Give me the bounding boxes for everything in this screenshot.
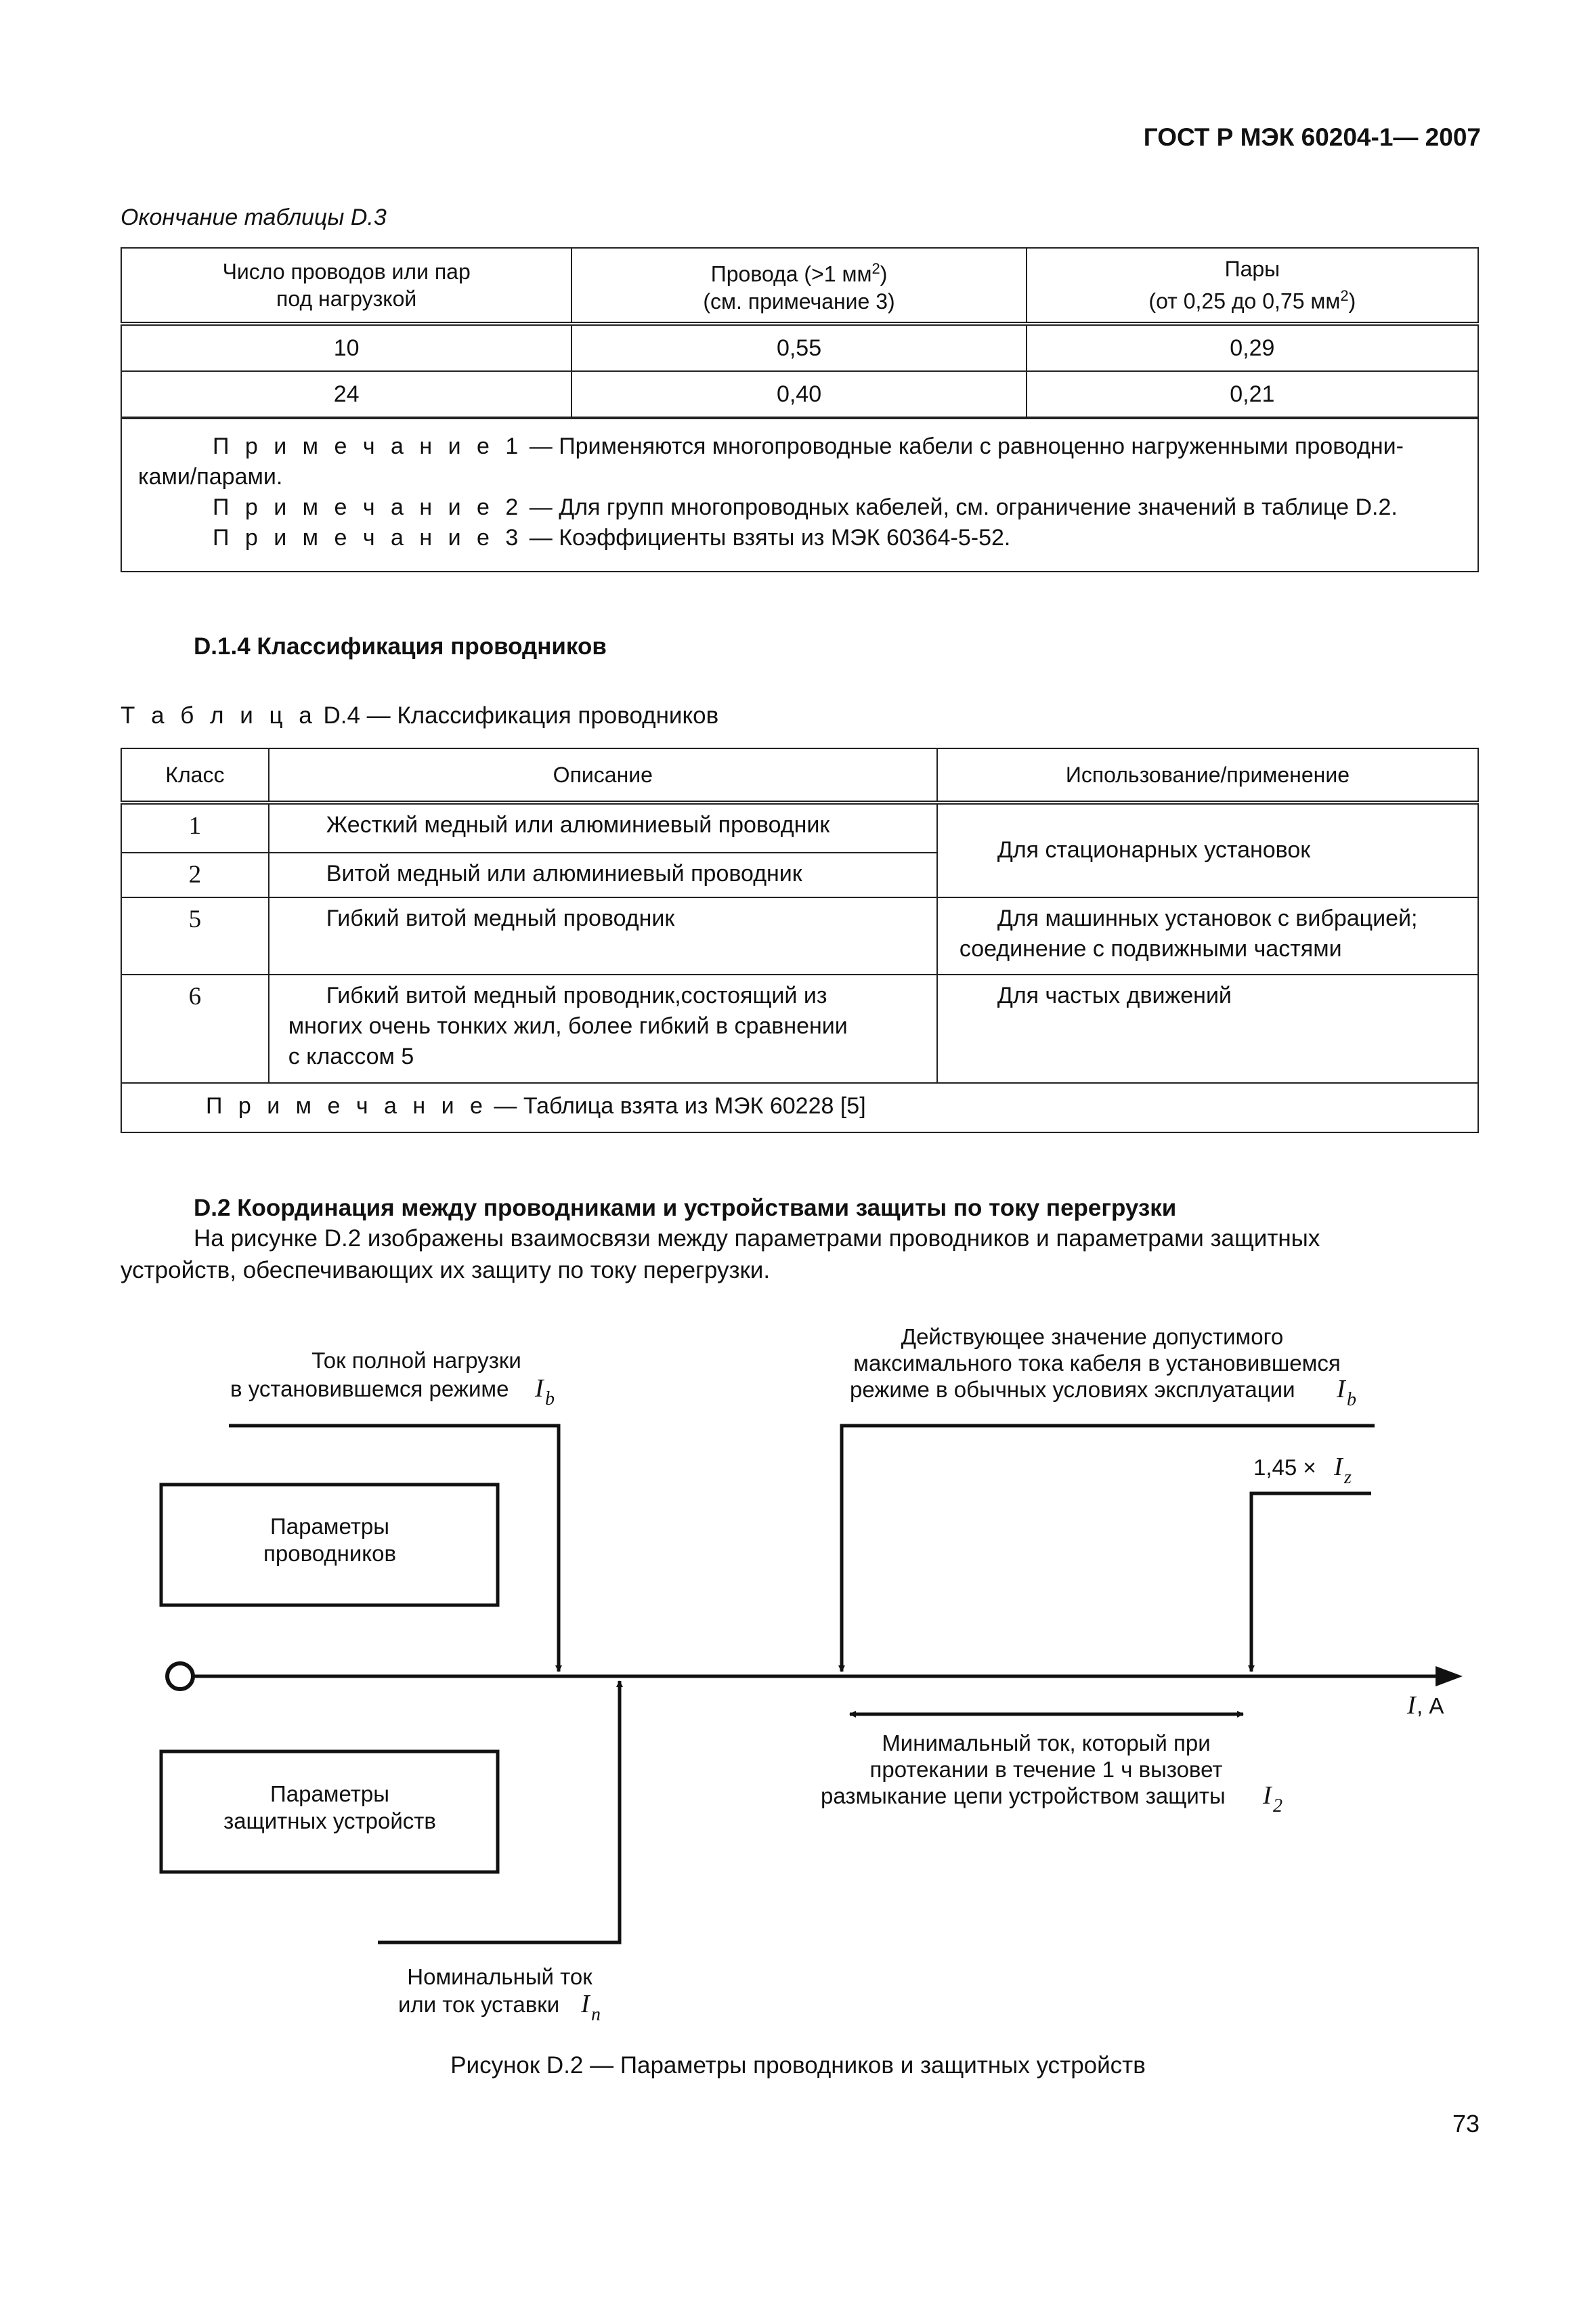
axis-unit: , А	[1417, 1693, 1444, 1718]
class-cell: 1	[121, 803, 269, 853]
figure-d2-diagram	[0, 1307, 1596, 2039]
note-label: П р и м е ч а н и е 1	[213, 433, 523, 459]
iz-subscript: b	[1347, 1389, 1356, 1410]
description-cell	[269, 803, 937, 853]
table-d3-caption: Окончание таблицы D.3	[121, 205, 387, 230]
i2-label: протекании в течение 1 ч вызовет	[869, 1757, 1223, 1782]
note-cell	[121, 1083, 1478, 1132]
description-cell	[269, 975, 937, 1083]
table-cell: 0,29	[1027, 324, 1478, 371]
class-cell: 2	[121, 853, 269, 897]
note-1	[138, 431, 1457, 462]
table-row	[121, 897, 1478, 975]
iz-label: Действующее значение допустимого	[901, 1324, 1284, 1349]
table-note-row	[121, 1083, 1478, 1132]
i2-subscript: 2	[1273, 1795, 1282, 1816]
note-text: — Для групп многопроводных кабелей, см. ограничение значений в таблице D.2.	[523, 494, 1398, 520]
note-text: — Коэффициенты взяты из МЭК 60364-5-52.	[523, 525, 1011, 551]
table-cell: 10	[121, 324, 571, 371]
table-d4	[121, 748, 1479, 1133]
note-label: П р и м е ч а н и е 2	[213, 494, 523, 520]
document-header: ГОСТ Р МЭК 60204-1— 2007	[1143, 123, 1481, 151]
table-row	[121, 975, 1478, 1083]
header-text: Пары	[1224, 257, 1280, 282]
section-d2-paragraph	[121, 1222, 1479, 1286]
in-subscript: n	[591, 2004, 601, 2025]
table-cell: 0,55	[571, 324, 1026, 371]
table-row	[121, 324, 1478, 371]
page-number: 73	[1452, 2110, 1480, 2137]
box-label: Параметры	[270, 1514, 389, 1539]
table-cell: 0,40	[571, 371, 1026, 418]
k-iz-arrow	[1251, 1493, 1371, 1672]
header-text: (от 0,25 до 0,75 мм	[1148, 289, 1341, 314]
axis-symbol: I	[1407, 1691, 1416, 1720]
header-cell	[1027, 248, 1478, 324]
axis-origin-circle	[167, 1663, 193, 1689]
in-label: Номинальный ток	[407, 1964, 592, 1989]
table-row	[121, 803, 1478, 853]
note-1-continued: ками/парами.	[138, 464, 283, 490]
paragraph-line: На рисунке D.2 изображены взаимосвязи между параметрами проводников и параметрами защитных	[194, 1225, 1320, 1252]
description-text: Жесткий медный или алюминиевый проводник	[326, 812, 830, 838]
table-cell: 24	[121, 371, 571, 418]
note-label: П р и м е ч а н и е	[206, 1093, 488, 1119]
table-d3	[121, 247, 1479, 572]
in-symbol: I	[581, 1990, 590, 2018]
usage-cell	[937, 897, 1478, 975]
usage-text: Для частых движений	[997, 983, 1232, 1008]
class-cell: 6	[121, 975, 269, 1083]
i2-label: размыкание цепи устройством защиты	[821, 1783, 1226, 1808]
k-subscript: z	[1344, 1467, 1352, 1488]
header-text: (см. примечание 3)	[703, 289, 895, 314]
note-2	[138, 492, 1457, 523]
table-title-text: D.4 — Классификация проводников	[316, 702, 719, 729]
description-cell	[269, 853, 937, 897]
section-title-d2: D.2 Координация между проводниками и устройствами защиты по току перегрузки	[194, 1195, 1177, 1221]
header-text: Провода (>1 мм	[710, 261, 872, 286]
table-row	[121, 371, 1478, 418]
section-title-d14: D.1.4 Классификация проводников	[194, 633, 607, 660]
note-text: — Таблица взята из МЭК 60228 [5]	[487, 1093, 866, 1119]
figure-caption: Рисунок D.2 — Параметры проводников и защитных устройств	[450, 2052, 1146, 2079]
table-header-row	[121, 748, 1478, 803]
superscript: 2	[871, 260, 880, 278]
note-3	[138, 523, 1457, 553]
header-cell: Использование/применение	[937, 748, 1478, 803]
usage-cell: Для стационарных установок	[937, 803, 1478, 897]
iz-label: максимального тока кабеля в установившемся	[853, 1350, 1341, 1376]
header-cell: Класс	[121, 748, 269, 803]
table-label: Т а б л и ц а	[121, 702, 317, 729]
ib-subscript: b	[545, 1388, 555, 1409]
table-d4-title	[121, 702, 718, 729]
notes-cell	[121, 418, 1478, 572]
header-text: Число проводов или пар	[222, 259, 471, 284]
description-text: Гибкий витой медный проводник	[326, 906, 675, 931]
axis-arrowhead	[1436, 1666, 1463, 1686]
box-label: Параметры	[270, 1781, 389, 1806]
header-cell: Описание	[269, 748, 937, 803]
description-cell	[269, 897, 937, 975]
iz-label: режиме в обычных условиях эксплуатации	[850, 1377, 1295, 1402]
header-cell	[121, 248, 571, 324]
iz-symbol: I	[1337, 1375, 1345, 1403]
k-symbol: I	[1334, 1453, 1343, 1481]
header-text: )	[880, 261, 888, 286]
superscript: 2	[1340, 287, 1349, 305]
i2-label: Минимальный ток, который при	[882, 1730, 1211, 1756]
note-text: — Применяются многопроводные кабели с равноценно нагруженными проводни-	[523, 433, 1404, 459]
in-label: или ток уставки	[398, 1992, 560, 2017]
header-cell	[571, 248, 1026, 324]
usage-text: соединение с подвижными частями	[959, 936, 1342, 962]
description-text: Гибкий витой медный проводник,состоящий из	[326, 983, 827, 1008]
paragraph-line: устройств, обеспечивающих их защиту по току перегрузки.	[121, 1257, 771, 1283]
description-text: с классом 5	[288, 1044, 414, 1069]
header-text: )	[1348, 289, 1356, 314]
table-cell: 0,21	[1027, 371, 1478, 418]
ib-label: в установившемся режиме	[230, 1376, 509, 1401]
description-text: многих очень тонких жил, более гибкий в сравнении	[288, 1013, 848, 1039]
i2-symbol: I	[1263, 1781, 1272, 1810]
ib-label: Ток полной нагрузки	[311, 1348, 521, 1373]
header-text: под нагрузкой	[276, 286, 417, 311]
box-label: защитных устройств	[223, 1808, 436, 1833]
box-label: проводников	[263, 1541, 396, 1566]
table-header-row	[121, 248, 1478, 324]
description-text: Витой медный или алюминиевый проводник	[326, 861, 802, 887]
class-cell: 5	[121, 897, 269, 975]
note-label: П р и м е ч а н и е 3	[213, 525, 523, 551]
ib-symbol: I	[535, 1374, 544, 1403]
usage-text: Для машинных установок с вибрацией;	[997, 906, 1418, 931]
k-label: 1,45 ×	[1253, 1455, 1316, 1480]
table-notes-row	[121, 418, 1478, 572]
usage-cell	[937, 975, 1478, 1083]
